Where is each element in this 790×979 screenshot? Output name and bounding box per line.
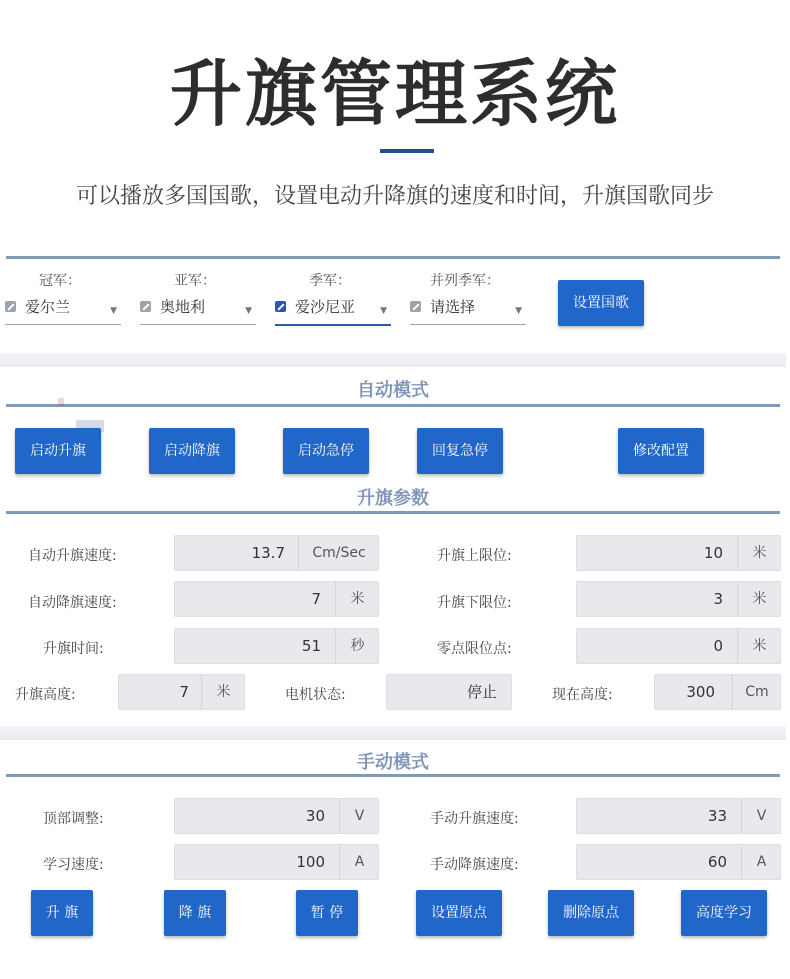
- flag-height-field[interactable]: [118, 674, 245, 710]
- divider: [6, 511, 780, 514]
- upper-limit-unit: 米: [737, 536, 781, 570]
- joint-third-label: 并列季军：: [430, 273, 500, 289]
- third-place-label: 季军：: [309, 273, 351, 289]
- manual-raise-speed-value: 33: [707, 807, 727, 825]
- top-adjust-label: 顶部调整:: [43, 811, 104, 827]
- manual-lower-speed-field[interactable]: [576, 844, 781, 880]
- flag-height-unit: 米: [201, 675, 245, 709]
- joint-third-select[interactable]: [410, 294, 526, 325]
- section-band: [0, 726, 786, 740]
- learn-speed-value: 100: [296, 853, 325, 871]
- manual-lower-button[interactable]: 降 旗: [164, 890, 226, 936]
- current-height-value: 300: [686, 683, 715, 701]
- edit-icon: [275, 301, 286, 312]
- divider: [6, 774, 780, 777]
- zero-limit-value: 0: [713, 637, 723, 655]
- auto-raise-speed-field[interactable]: [174, 535, 379, 571]
- auto-mode-title: 自动模式: [357, 380, 429, 401]
- dropdown-arrow-icon: ▼: [380, 306, 387, 316]
- auto-lower-speed-value: 7: [311, 590, 321, 608]
- manual-lower-speed-label: 手动降旗速度:: [430, 857, 519, 873]
- champion-label: 冠军：: [39, 273, 81, 289]
- auto-raise-speed-unit: Cm/Sec: [298, 536, 379, 570]
- dropdown-arrow-icon: ▼: [515, 306, 522, 316]
- page-title: 升旗管理系统: [169, 52, 620, 136]
- auto-lower-speed-label: 自动降旗速度:: [28, 595, 117, 611]
- learn-speed-field[interactable]: [174, 844, 379, 880]
- current-height-label: 现在高度:: [552, 687, 613, 703]
- learn-speed-unit: A: [339, 845, 379, 879]
- start-lower-button[interactable]: 启动降旗: [149, 428, 235, 474]
- manual-raise-speed-unit: V: [741, 799, 781, 833]
- current-height-unit: Cm: [732, 675, 781, 709]
- manual-mode-title: 手动模式: [357, 752, 429, 773]
- manual-lower-speed-value: 60: [707, 853, 727, 871]
- lower-limit-label: 升旗下限位:: [437, 595, 512, 611]
- champion-value: 爱尔兰: [25, 298, 71, 316]
- height-learn-button[interactable]: 高度学习: [681, 890, 767, 936]
- current-height-field: [654, 674, 781, 710]
- motor-status-value: 停止: [466, 683, 497, 701]
- emergency-stop-button[interactable]: 启动急停: [283, 428, 369, 474]
- runner-up-value: 奥地利: [160, 298, 206, 316]
- params-title: 升旗参数: [357, 488, 429, 509]
- dropdown-arrow-icon: ▼: [245, 306, 252, 316]
- upper-limit-value: 10: [703, 544, 723, 562]
- dropdown-arrow-icon: ▼: [110, 306, 117, 316]
- divider: [6, 256, 780, 259]
- manual-lower-speed-unit: A: [741, 845, 781, 879]
- runner-up-label: 亚军：: [174, 273, 216, 289]
- modify-config-button[interactable]: 修改配置: [618, 428, 704, 474]
- watermark: [58, 398, 318, 432]
- delete-origin-button[interactable]: 删除原点: [548, 890, 634, 936]
- auto-raise-speed-label: 自动升旗速度:: [28, 548, 117, 564]
- top-adjust-field[interactable]: [174, 798, 379, 834]
- auto-lower-speed-unit: 米: [335, 582, 379, 616]
- section-band: [0, 353, 786, 367]
- upper-limit-field[interactable]: [576, 535, 781, 571]
- learn-speed-label: 学习速度:: [43, 857, 104, 873]
- title-underline: [380, 149, 434, 153]
- raise-time-value: 51: [301, 637, 321, 655]
- top-adjust-unit: V: [339, 799, 379, 833]
- runner-up-select[interactable]: [140, 294, 256, 325]
- zero-limit-field[interactable]: [576, 628, 781, 664]
- set-anthem-button[interactable]: 设置国歌: [558, 280, 644, 326]
- reset-emergency-stop-button[interactable]: 回复急停: [417, 428, 503, 474]
- pause-button[interactable]: 暂 停: [296, 890, 358, 936]
- zero-limit-unit: 米: [737, 629, 781, 663]
- auto-raise-speed-value: 13.7: [251, 544, 285, 562]
- raise-time-unit: 秒: [335, 629, 379, 663]
- motor-status-field: [386, 674, 512, 710]
- lower-limit-unit: 米: [737, 582, 781, 616]
- motor-status-label: 电机状态:: [285, 687, 346, 703]
- third-place-value: 爱沙尼亚: [295, 298, 356, 316]
- champion-select[interactable]: [5, 294, 121, 325]
- manual-raise-speed-label: 手动升旗速度:: [430, 811, 519, 827]
- raise-time-label: 升旗时间:: [43, 641, 104, 657]
- flag-height-label: 升旗高度:: [15, 687, 76, 703]
- raise-time-field[interactable]: [174, 628, 379, 664]
- flag-height-value: 7: [179, 683, 189, 701]
- auto-lower-speed-field[interactable]: [174, 581, 379, 617]
- page-subtitle: 可以播放多国国歌，设置电动升降旗的速度和时间，升旗国歌同步: [75, 184, 714, 209]
- top-adjust-value: 30: [305, 807, 325, 825]
- manual-raise-speed-field[interactable]: [576, 798, 781, 834]
- edit-icon: [5, 301, 16, 312]
- zero-limit-label: 零点限位点:: [437, 641, 512, 657]
- upper-limit-label: 升旗上限位:: [437, 548, 512, 564]
- set-origin-button[interactable]: 设置原点: [416, 890, 502, 936]
- edit-icon: [140, 301, 151, 312]
- third-place-select[interactable]: [275, 294, 391, 326]
- lower-limit-value: 3: [713, 590, 723, 608]
- manual-raise-button[interactable]: 升 旗: [31, 890, 93, 936]
- edit-icon: [410, 301, 421, 312]
- joint-third-value: 请选择: [430, 298, 476, 316]
- start-raise-button[interactable]: 启动升旗: [15, 428, 101, 474]
- lower-limit-field[interactable]: [576, 581, 781, 617]
